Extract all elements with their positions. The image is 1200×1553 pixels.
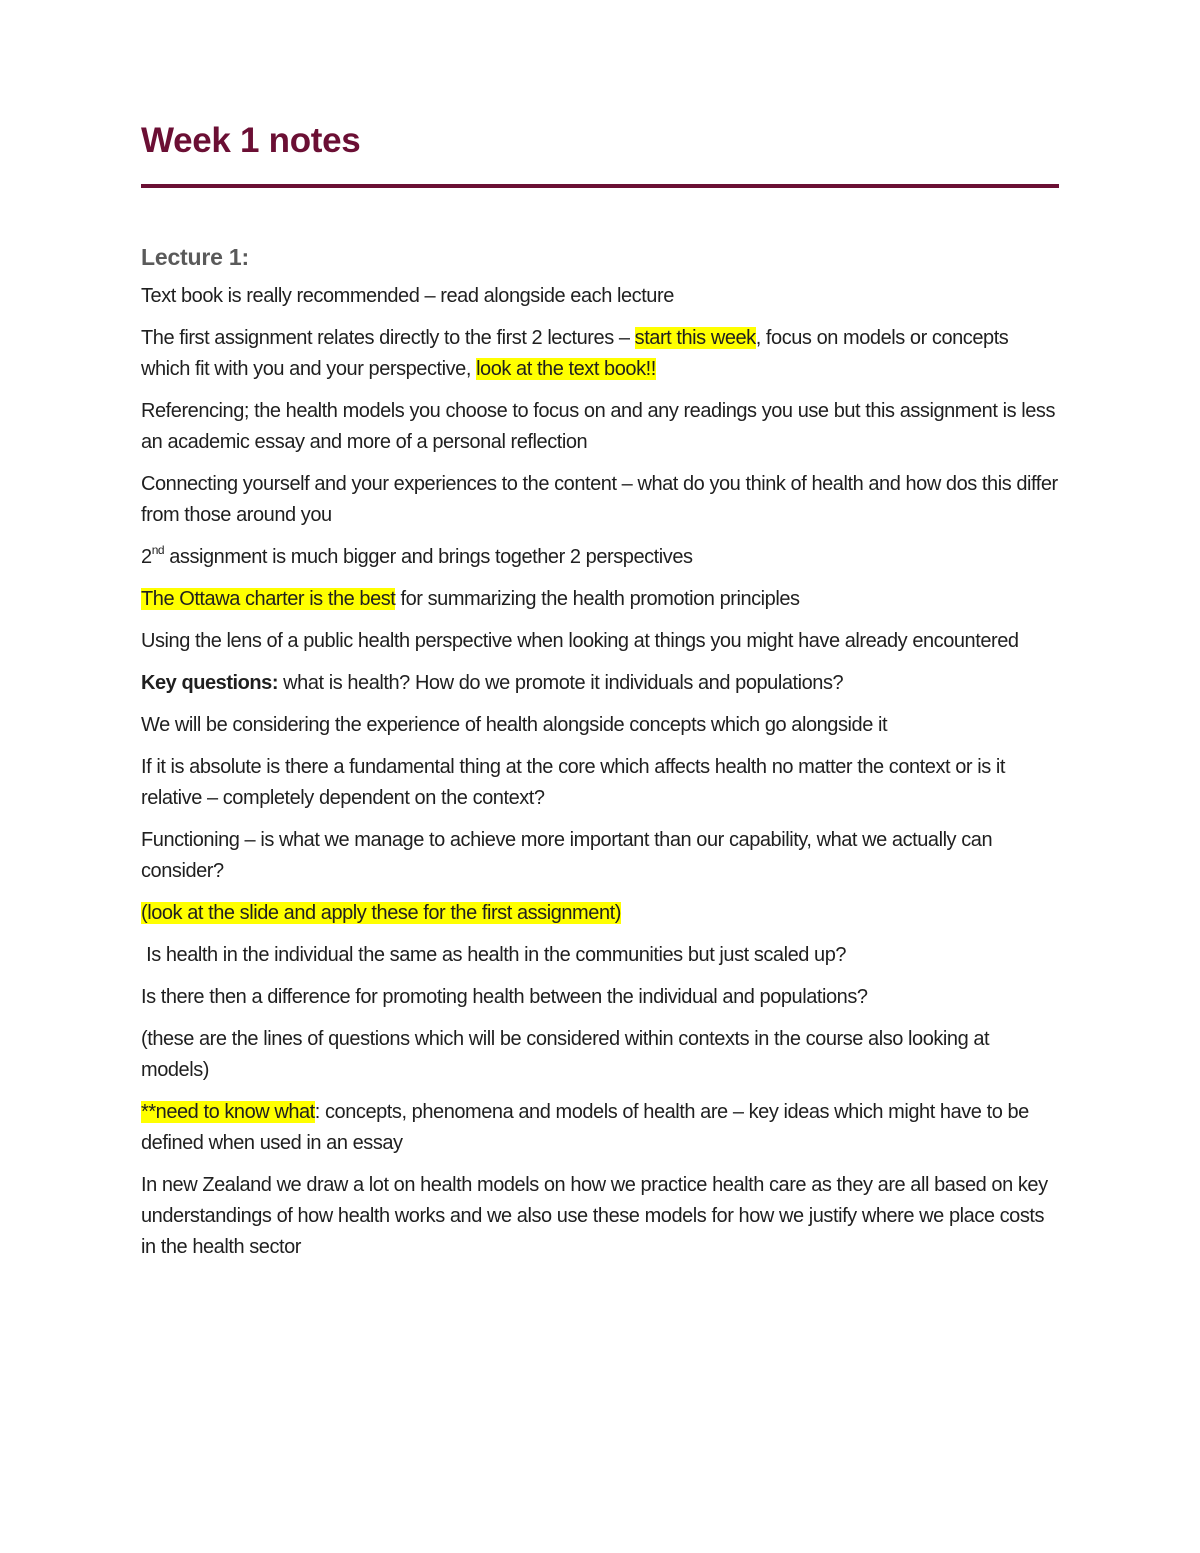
highlighted-text: The Ottawa charter is the best	[141, 588, 396, 610]
paragraph-promoting-difference: Is there then a difference for promoting health between the individual and populations?	[141, 986, 868, 1008]
ordinal-suffix: nd	[151, 543, 165, 557]
paragraph-text: what is health? How do we promote it individuals and populations?	[278, 672, 844, 694]
section-heading: Lecture 1:	[141, 244, 249, 270]
paragraph-lines-of-questions: (these are the lines of questions which will be considered within contexts in the course also looking at models)	[141, 1028, 990, 1081]
title-underline	[141, 184, 1059, 188]
paragraph-experience: We will be considering the experience of health alongside concepts which go alongside it	[141, 714, 888, 736]
paragraph-need-to-know	[141, 1097, 1059, 1159]
highlighted-text: look at the text book!!	[476, 358, 656, 380]
paragraph-text: The first assignment relates directly to the first 2 lectures –	[141, 327, 635, 349]
paragraph-connecting: Connecting yourself and your experiences to the content – what do you think of health and how dos this differ from those around you	[141, 473, 1058, 526]
paragraph-individual-community: Is health in the individual the same as health in the communities but just scaled up?	[141, 944, 847, 966]
highlighted-text: start this week	[634, 327, 756, 349]
paragraph-functioning: Functioning – is what we manage to achieve more important than our capability, what we actually can consider?	[141, 829, 993, 882]
paragraph-referencing: Referencing; the health models you choose to focus on and any readings you use but this assignment is less an academic essay and more of a personal reflection	[141, 400, 1055, 453]
paragraph-text: assignment is much bigger and brings together 2 perspectives	[164, 546, 693, 568]
paragraph-text: for summarizing the health promotion principles	[395, 588, 800, 610]
document-body	[141, 118, 1059, 1263]
highlighted-text: **need to know what	[141, 1101, 315, 1123]
paragraph-new-zealand: In new Zealand we draw a lot on health models on how we practice health care as they are all based on key understandings of how health works and we also use these models for how we justify where we place costs in the health sector	[141, 1174, 1048, 1258]
paragraph-slide-note	[141, 898, 1059, 929]
paragraph-first-assignment	[141, 323, 1059, 385]
paragraph-key-questions	[141, 668, 1059, 699]
paragraph-absolute-relative: If it is absolute is there a fundamental thing at the core which affects health no matter the context or is it relative – completely dependent on the context?	[141, 756, 1005, 809]
paragraph-public-health-lens: Using the lens of a public health perspective when looking at things you might have already encountered	[141, 630, 1019, 652]
paragraph-text: , focus on models or concepts which fit with you and your perspective,	[141, 327, 1009, 380]
page-title: Week 1 notes	[141, 121, 361, 160]
paragraph-ottawa-charter	[141, 584, 1059, 615]
paragraph-textbook: Text book is really recommended – read alongside each lecture	[141, 285, 674, 307]
ordinal-number: 2	[141, 546, 152, 568]
paragraph-second-assignment	[141, 542, 1059, 573]
bold-label: Key questions:	[141, 672, 279, 694]
highlighted-text: (look at the slide and apply these for the first assignment)	[141, 902, 621, 924]
paragraph-text: : concepts, phenomena and models of health are – key ideas which might have to be defined when used in an essay	[141, 1101, 1029, 1154]
